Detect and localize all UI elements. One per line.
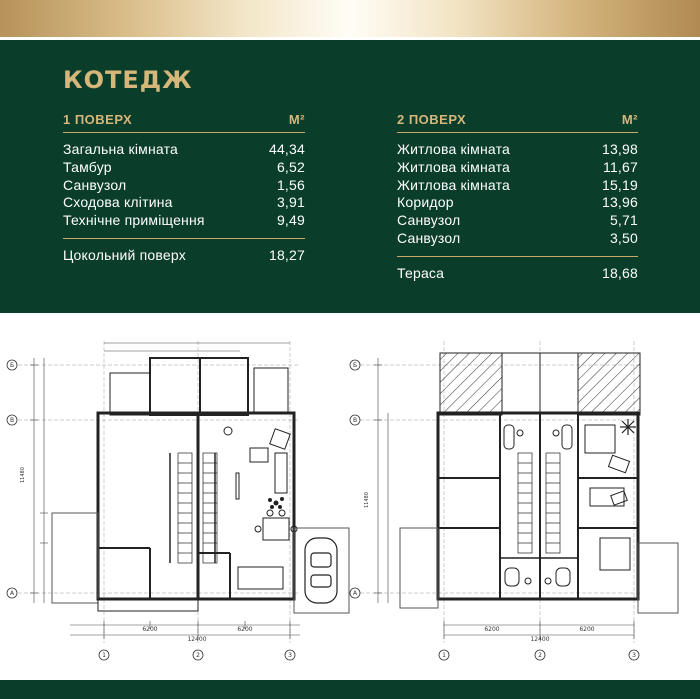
dimension-label: 12400 bbox=[530, 636, 550, 643]
axis-label: 1 bbox=[442, 652, 446, 659]
room-name: Коридор bbox=[397, 194, 454, 211]
dimension-label: 6200 bbox=[237, 626, 253, 633]
divider bbox=[63, 238, 305, 239]
room-area: 1,56 bbox=[276, 176, 305, 193]
room-area: 15,19 bbox=[601, 176, 638, 193]
axis-label: А bbox=[9, 590, 15, 597]
floor1-unit-label: М² bbox=[288, 112, 305, 127]
room-area: 18,27 bbox=[268, 246, 305, 263]
room-name: Санвузол bbox=[397, 229, 461, 246]
axis-label: 2 bbox=[196, 652, 200, 659]
axis-label: 2 bbox=[538, 652, 542, 659]
room-name: Тераса bbox=[397, 264, 445, 281]
room-name: Загальна кімната bbox=[63, 141, 179, 157]
dimension-label: 11480 bbox=[364, 492, 370, 508]
axis-label: А bbox=[352, 590, 358, 597]
room-name: Сходова клітина bbox=[63, 194, 173, 211]
room-name: Санвузол bbox=[397, 212, 461, 229]
axis-label: Б bbox=[9, 362, 15, 369]
area-row-extra bbox=[63, 247, 305, 265]
area-row bbox=[397, 141, 638, 159]
floor2-plan bbox=[360, 341, 678, 643]
floor1-table-header bbox=[63, 112, 305, 133]
axis-label: 3 bbox=[632, 652, 636, 659]
decorative-gold-bar bbox=[0, 0, 700, 37]
area-row bbox=[397, 212, 638, 230]
page-title: КОТЕДЖ bbox=[63, 66, 193, 94]
room-area: 13,96 bbox=[601, 194, 638, 211]
room-area: 3,50 bbox=[609, 229, 638, 246]
room-name: Житлова кімната bbox=[397, 158, 511, 175]
room-name: Цокольний поверх bbox=[63, 246, 186, 263]
area-row bbox=[397, 230, 638, 248]
floor-plans-drawing bbox=[0, 313, 700, 680]
floor1-header-label: 1 ПОВЕРХ bbox=[63, 112, 133, 127]
floor2-table-header bbox=[397, 112, 638, 133]
dimension-label: 6200 bbox=[579, 626, 595, 633]
room-area: 44,34 bbox=[268, 141, 305, 157]
room-area: 11,67 bbox=[603, 158, 638, 175]
area-row bbox=[397, 194, 638, 212]
room-area: 13,98 bbox=[601, 141, 638, 157]
area-row bbox=[63, 194, 305, 212]
axis-label: В bbox=[352, 417, 358, 424]
footer-bar bbox=[0, 680, 700, 699]
room-area: 3,91 bbox=[276, 194, 305, 211]
area-row bbox=[63, 177, 305, 195]
area-row-extra bbox=[397, 265, 638, 283]
area-row bbox=[63, 212, 305, 230]
room-name: Житлова кімната bbox=[397, 176, 511, 193]
room-name: Тамбур bbox=[63, 158, 112, 175]
floor1-plan bbox=[18, 341, 349, 643]
room-name: Технічне приміщення bbox=[63, 212, 205, 229]
area-row bbox=[397, 159, 638, 177]
dimension-label: 6200 bbox=[484, 626, 500, 633]
room-area: 9,49 bbox=[276, 212, 305, 229]
floor-plans-area bbox=[0, 313, 700, 680]
room-area: 18,68 bbox=[601, 264, 638, 281]
axis-label: 3 bbox=[288, 652, 292, 659]
axis-label: В bbox=[9, 417, 15, 424]
room-area: 6,52 bbox=[276, 158, 305, 175]
divider bbox=[397, 256, 638, 257]
room-name: Санвузол bbox=[63, 176, 127, 193]
floor2-unit-label: М² bbox=[621, 112, 638, 127]
dimension-label: 12400 bbox=[187, 636, 207, 643]
dimension-label: 11480 bbox=[20, 467, 26, 483]
area-row bbox=[63, 159, 305, 177]
floor2-area-table bbox=[397, 112, 638, 283]
area-row bbox=[397, 177, 638, 195]
floor2-header-label: 2 ПОВЕРХ bbox=[397, 112, 467, 127]
room-area: 5,71 bbox=[609, 212, 638, 229]
floor1-area-table bbox=[63, 112, 305, 265]
area-row bbox=[63, 141, 305, 159]
axis-label: Б bbox=[352, 362, 358, 369]
axis-label: 1 bbox=[102, 652, 106, 659]
dimension-label: 6200 bbox=[142, 626, 158, 633]
room-name: Житлова кімната bbox=[397, 141, 511, 157]
